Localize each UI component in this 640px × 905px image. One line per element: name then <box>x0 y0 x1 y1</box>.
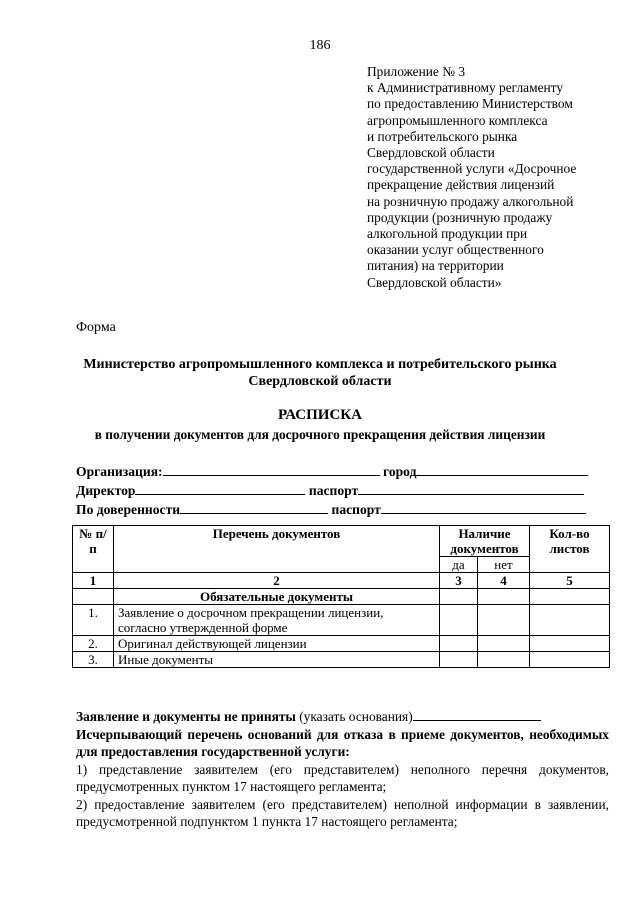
ministry-line-1: Министерство агропромышленного комплекса и потребительского рынка <box>83 357 557 372</box>
header-sheets: Кол-во листов <box>530 526 610 573</box>
requisites-fields <box>76 462 588 519</box>
col-number: 5 <box>530 573 610 589</box>
appendix-line: на розничную продажу алкогольной <box>367 193 574 209</box>
header-yes: да <box>440 557 478 573</box>
appendix-line: прекращение действия лицензий <box>367 177 555 193</box>
appendix-line: Свердловской области» <box>367 274 502 290</box>
organization-row <box>76 462 588 481</box>
header-no: нет <box>478 557 530 573</box>
refusal-item-2: 2) предоставление заявителем (его представителем) неполной информации в заявлении, предусмотренной подпунктом 1 пункта 17 настоящего регламента; <box>76 796 609 829</box>
city-label: город <box>382 464 417 479</box>
header-docs: Перечень документов <box>114 526 440 573</box>
appendix-line: и потребительского рынка <box>367 128 518 144</box>
no-cell[interactable] <box>478 652 530 668</box>
refusal-section <box>76 707 609 831</box>
proxy-label: По доверенности <box>76 502 181 517</box>
documents-table <box>72 525 610 668</box>
no-cell[interactable] <box>478 636 530 652</box>
appendix-line: государственной услуги «Досрочное <box>367 161 577 177</box>
table-header-row <box>73 526 610 557</box>
not-accepted-line <box>76 707 609 726</box>
passport2-blank[interactable] <box>381 500 586 514</box>
not-accepted-note: (указать основания) <box>295 709 413 724</box>
reasons-blank[interactable] <box>413 707 541 721</box>
director-blank[interactable] <box>135 481 305 495</box>
appendix-line: алкогольной продукции при <box>367 226 528 242</box>
yes-cell[interactable] <box>440 652 478 668</box>
proxy-blank[interactable] <box>180 500 328 514</box>
header-availability: Наличие документов <box>440 526 530 557</box>
sheets-cell[interactable] <box>530 605 610 636</box>
appendix-line: оказании услуг общественного <box>367 242 544 258</box>
sheets-cell[interactable] <box>530 652 610 668</box>
organization-label: Организация: <box>76 464 163 479</box>
yes-cell[interactable] <box>440 636 478 652</box>
no-cell[interactable] <box>478 605 530 636</box>
table-row <box>73 636 610 652</box>
appendix-line: питания) на территории <box>367 258 504 274</box>
col-number: 3 <box>440 573 478 589</box>
appendix-line: Свердловской области <box>367 145 495 161</box>
header-num: № п/п <box>73 526 114 573</box>
director-label: Директор <box>76 483 136 498</box>
section-row <box>73 589 610 605</box>
row-text: Заявление о досрочном прекращении лицензии, согласно утвержденной форме <box>114 605 440 636</box>
appendix-line: Приложение № 3 <box>367 64 466 79</box>
ministry-line-2: Свердловской области <box>248 374 392 389</box>
section-title: Обязательные документы <box>114 589 440 605</box>
row-text: Оригинал действующей лицензии <box>114 636 440 652</box>
appendix-line: к Административному регламенту <box>367 80 564 96</box>
appendix-line: продукции (розничную продажу <box>367 209 553 225</box>
refusal-item-1: 1) представление заявителем (его представителем) неполного перечня документов, предусмотренных пунктом 17 настоящего регламента; <box>76 761 609 794</box>
sheets-cell[interactable] <box>530 636 610 652</box>
page-number: 186 <box>309 38 331 53</box>
col-number: 1 <box>73 573 114 589</box>
column-number-row <box>73 573 610 589</box>
appendix-line: по предоставлению Министерством <box>367 96 573 112</box>
receipt-subtitle: в получении документов для досрочного прекращения действия лицензии <box>94 427 546 442</box>
director-row <box>76 481 588 500</box>
table-row <box>73 652 610 668</box>
col-number: 2 <box>114 573 440 589</box>
row-text: Иные документы <box>114 652 440 668</box>
proxy-row <box>76 500 588 519</box>
not-accepted-label: Заявление и документы не приняты <box>76 709 296 724</box>
yes-cell[interactable] <box>440 605 478 636</box>
appendix-note <box>367 64 576 291</box>
row-num: 2. <box>73 636 114 652</box>
table-row <box>73 605 610 636</box>
city-blank[interactable] <box>416 462 588 476</box>
appendix-line: агропромышленного комплекса <box>367 112 548 128</box>
organization-blank[interactable] <box>163 462 380 476</box>
passport2-label: паспорт <box>331 502 381 517</box>
passport-blank[interactable] <box>358 481 584 495</box>
receipt-title: РАСПИСКА <box>277 407 363 423</box>
row-num: 1. <box>73 605 114 636</box>
passport-label: паспорт <box>308 483 359 498</box>
col-number: 4 <box>478 573 530 589</box>
ministry-heading <box>0 356 640 390</box>
exhaustive-list-heading: Исчерпывающий перечень оснований для отказа в приеме документов, необходимых для предоставления государственной услуги: <box>76 726 609 759</box>
row-num: 3. <box>73 652 114 668</box>
form-label: Форма <box>76 320 116 335</box>
